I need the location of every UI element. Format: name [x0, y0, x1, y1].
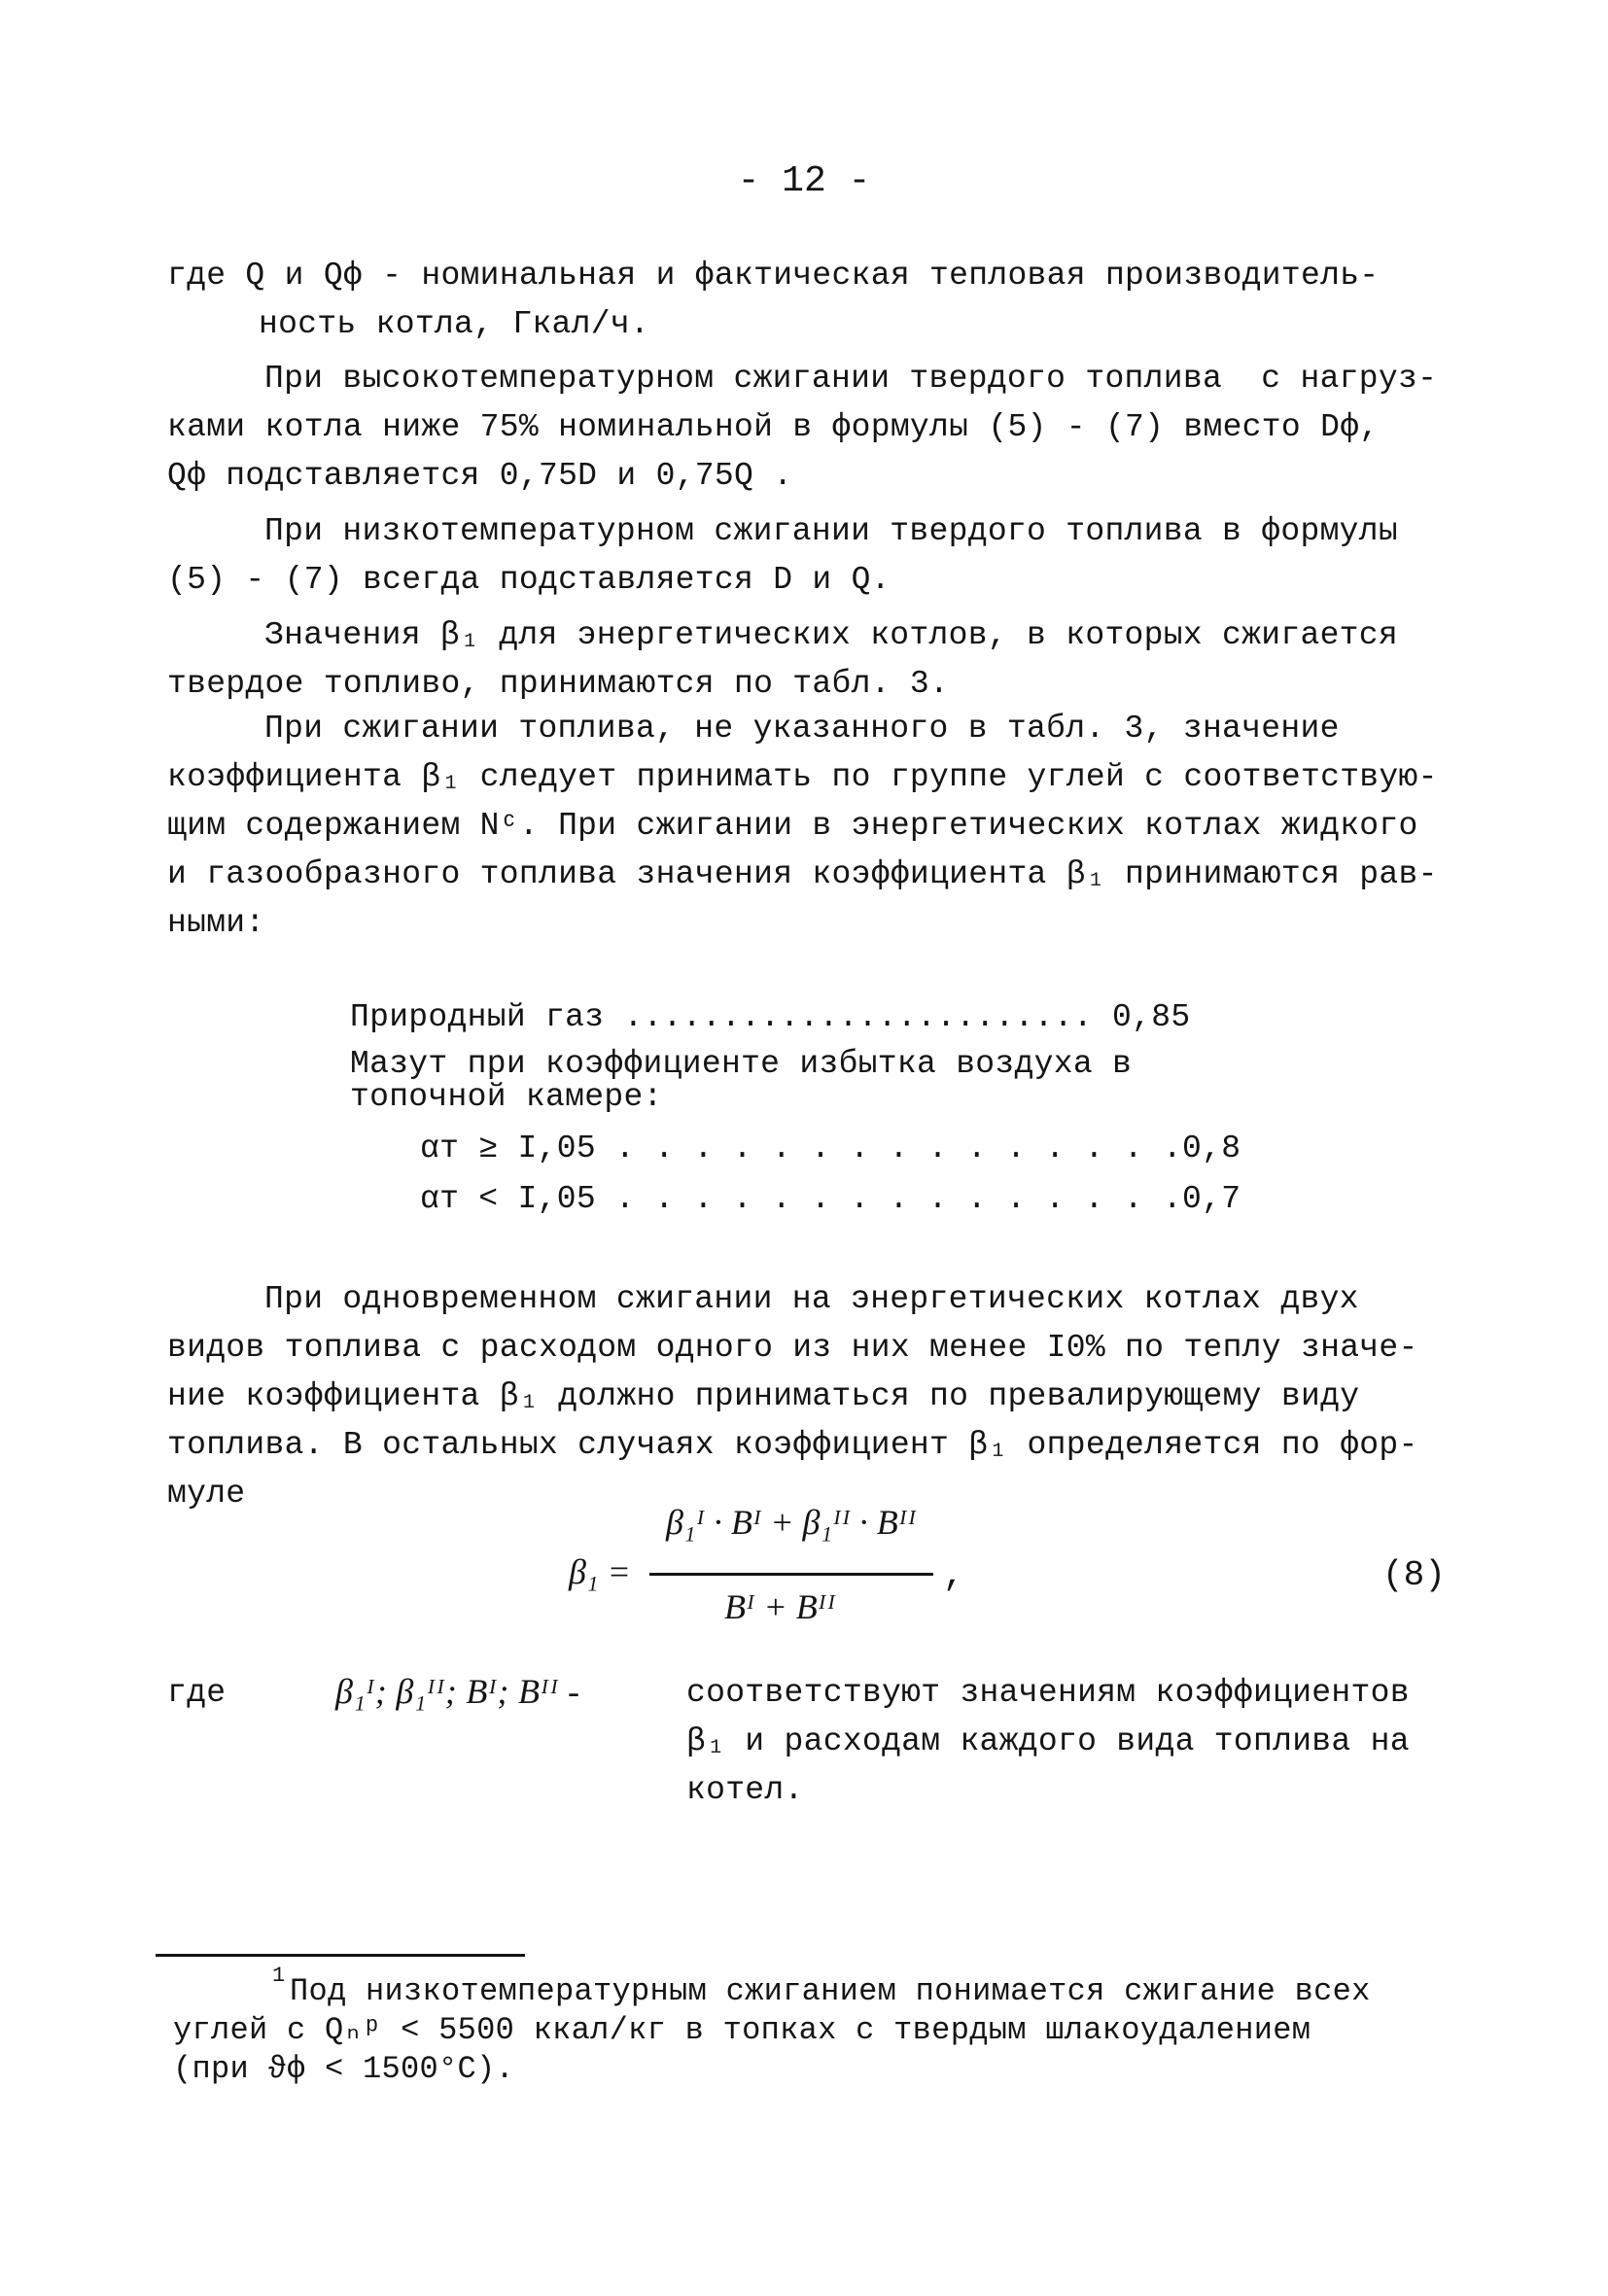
paragraph-3-line-2: твердое топливо, принимаются по табл. 3. — [167, 666, 950, 702]
paragraph-2-line-2: (5) - (7) всегда подставляется D и Q. — [167, 562, 891, 598]
fuel-alpha-ge: αт ≥ I,05 . . . . . . . . . . . . . . .0,8 — [420, 1131, 1241, 1166]
paragraph-4-line-3: щим содержанием Nᶜ. При сжигании в энергетических котлах жидкого — [167, 808, 1418, 844]
paragraph-1-line-3: Qф подставляется 0,75D и 0,75Q . — [167, 458, 793, 494]
paragraph-4-line-2: коэффициента β₁ следует принимать по группе углей с соответствую- — [167, 759, 1438, 795]
footnote-line-3: (при ϑф < 1500°С). — [173, 2051, 515, 2087]
fuel-mazut-line-2: топочной камере: — [350, 1079, 663, 1115]
paragraph-4-line-5: ными: — [167, 905, 265, 941]
paragraph-5-line-4: топлива. В остальных случаях коэффициент β₁ определяется по фор- — [167, 1427, 1418, 1463]
fuel-alpha-lt: αт < I,05 . . . . . . . . . . . . . . .0,7 — [420, 1181, 1241, 1217]
fuel-natural-gas: Природный газ ........................ 0,85 — [350, 999, 1191, 1035]
paragraph-4-line-4: и газообразного топлива значения коэффициента β₁ принимаются рав- — [167, 856, 1438, 892]
where-symbols: β₁ᴵ; β₁ᴵᴵ; Bᴵ; Bᴵᴵ - — [335, 1672, 580, 1711]
paragraph-5-line-2: видов топлива с расходом одного из них менее I0% по теплу значе- — [167, 1330, 1418, 1366]
where-line-1: соответствуют значениям коэффициентов — [686, 1675, 1410, 1711]
footnote-marker: 1 — [272, 1964, 286, 1988]
where-label: где — [167, 1675, 227, 1711]
fuel-mazut-line-1: Мазут при коэффициенте избытка воздуха в — [350, 1046, 1133, 1082]
paragraph-4-line-1: При сжигании топлива, не указанного в табл. 3, значение — [264, 711, 1340, 747]
formula-denominator: Bᴵ + Bᴵᴵ — [724, 1587, 836, 1626]
definition-line-1: где Q и Qф - номинальная и фактическая тепловая производитель- — [167, 258, 1380, 294]
footnote-rule — [156, 1954, 525, 1957]
footnote-line-2: углей с Qₙᵖ < 5500 ккал/кг в топках с твердым шлакоудалением — [173, 2012, 1311, 2048]
page-number: - 12 - — [737, 160, 871, 202]
paragraph-5-line-3: ние коэффициента β₁ должно приниматься по превалирующему виду — [167, 1378, 1360, 1414]
paragraph-1-line-1: При высокотемпературном сжигании твердого топлива с нагруз- — [264, 361, 1438, 397]
formula-comma: , — [943, 1555, 964, 1595]
paragraph-3-line-1: Значения β₁ для энергетических котлов, в которых сжигается — [264, 617, 1398, 653]
definition-line-2: ность котла, Гкал/ч. — [259, 306, 650, 342]
formula-numerator: β₁ᴵ · Bᴵ + β₁ᴵᴵ · Bᴵᴵ — [666, 1503, 917, 1542]
paragraph-1-line-2: ками котла ниже 75% номинальной в формулы (5) - (7) вместо Dф, — [167, 409, 1380, 445]
formula-number: (8) — [1382, 1555, 1446, 1595]
formula-lhs: β₁ = — [569, 1552, 631, 1591]
footnote-line-1: Под низкотемпературным сжиганием понимается сжигание всех — [290, 1973, 1371, 2009]
paragraph-2-line-1: При низкотемпературном сжигании твердого топлива в формулы — [264, 513, 1398, 549]
where-line-2: β₁ и расходам каждого вида топлива на — [686, 1723, 1410, 1759]
paragraph-5-line-5: муле — [167, 1476, 246, 1512]
where-line-3: котел. — [686, 1772, 804, 1808]
paragraph-5-line-1: При одновременном сжигании на энергетических котлах двух — [264, 1281, 1359, 1317]
formula-fraction-bar — [649, 1573, 933, 1576]
